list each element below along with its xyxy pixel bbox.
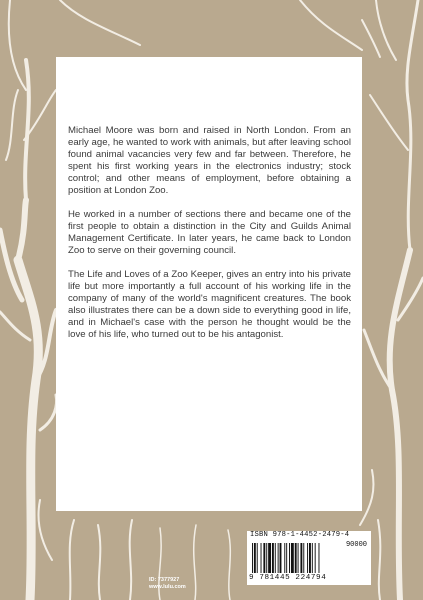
blurb-paragraph-3: The Life and Loves of a Zoo Keeper, gives an entry into his private life but more importantly a full account of his working life in the company of many of the world's magnificent creatures. The book also illustrates there can be a down side to everything good in life, and in Michael's case with the person he thought would be the love of his life, who turned out to be his antagonist. <box>68 269 351 340</box>
barcode-digits: 9 781445 224794 <box>249 574 327 582</box>
isbn-label: ISBN 978-1-4452-2479-4 <box>250 531 350 539</box>
publisher-url: www.lulu.com <box>149 584 186 590</box>
publisher-id: ID: 7377927 <box>149 577 180 583</box>
isbn-barcode-block <box>247 531 371 585</box>
publisher-info <box>149 577 186 591</box>
price-code: 90000 <box>345 541 367 549</box>
author-blurb <box>68 125 351 353</box>
blurb-paragraph-1: Michael Moore was born and raised in North London. From an early age, he wanted to work with animals, but after leaving school found animal vacancies very few and far between. Therefore, he spent his first working years in the electronics industry; stock control; and other means of employment, before obtaining a position at London Zoo. <box>68 125 351 196</box>
blurb-paragraph-2: He worked in a number of sections there and became one of the first people to obtain a distinction in the City and Guilds Animal Management Certificate. In later years, he came back to London Zoo to serve on their governing council. <box>68 209 351 256</box>
barcode-image <box>251 543 346 573</box>
blurb-panel <box>56 57 362 511</box>
